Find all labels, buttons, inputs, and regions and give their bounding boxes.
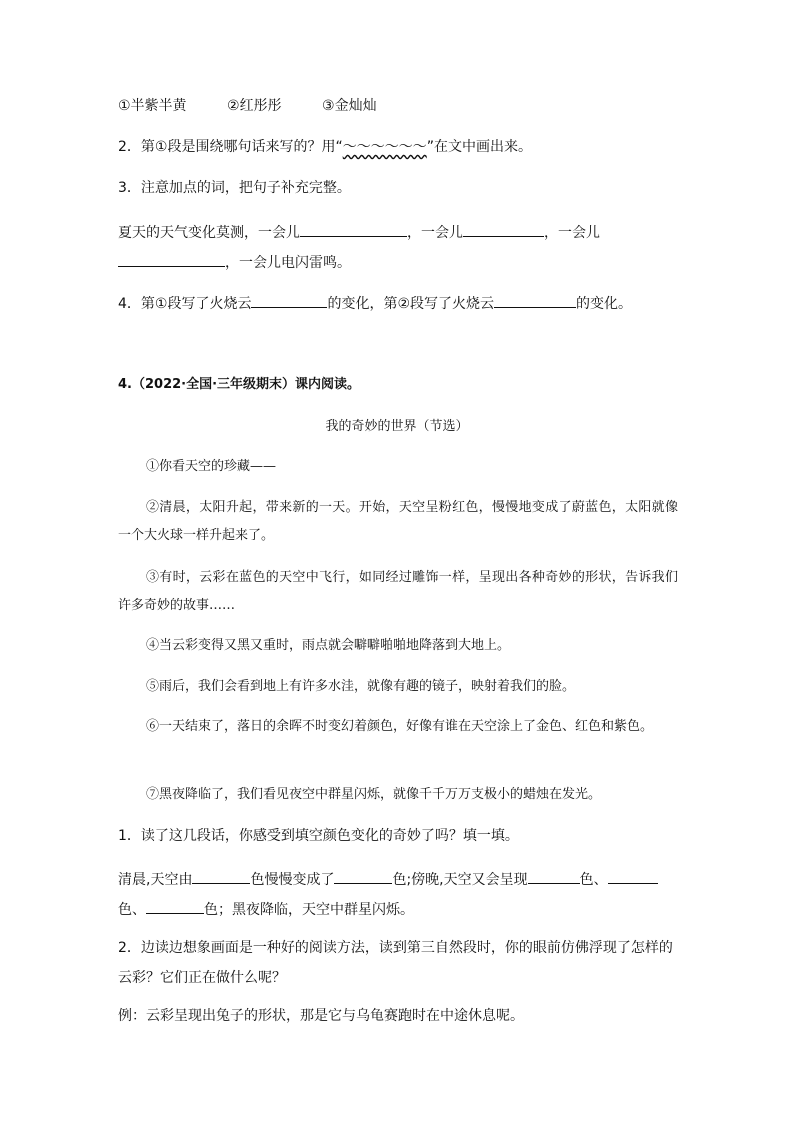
blank-9[interactable] bbox=[608, 868, 658, 884]
sub-question-1-fill-line1 bbox=[118, 868, 658, 890]
question-2-post: ”在文中画出来。 bbox=[426, 139, 532, 155]
blank-8[interactable] bbox=[528, 868, 580, 884]
question-4 bbox=[118, 292, 632, 314]
section-heading: 4.（2022·全国·三年级期末）课内阅读。 bbox=[118, 377, 361, 392]
blank-10[interactable] bbox=[146, 898, 204, 914]
q4-part-a: 4．第①段写了火烧云 bbox=[118, 296, 252, 312]
sentence-part-b: ，一会儿 bbox=[407, 225, 463, 241]
sub-question-2-line2: 云彩？它们正在做什么呢？ bbox=[118, 970, 286, 986]
passage-paragraph-2: ②清晨，太阳升起，带来新的一天。开始，天空呈粉红色，慢慢地变成了蔚蓝色，太阳就像一个大火球一样升起来了。 bbox=[118, 500, 678, 543]
option-3: ③金灿灿 bbox=[322, 98, 377, 114]
sub-question-1-fill-line2 bbox=[118, 898, 414, 920]
question-3-sentence-line1 bbox=[118, 221, 600, 243]
passage-paragraph-3: ③有时，云彩在蓝色的天空中飞行，如同经过雕饰一样，呈现出各种奇妙的形状，告诉我们许多奇妙的故事…… bbox=[118, 570, 678, 613]
passage-paragraph-5: ⑤雨后，我们会看到地上有许多水洼，就像有趣的镜子，映射着我们的脸。 bbox=[146, 679, 576, 694]
question-2-pre: 2．第①段是围绕哪句话来写的？用“ bbox=[118, 139, 343, 155]
question-3-sentence-line2 bbox=[118, 251, 351, 273]
sentence-part-a: 夏天的天气变化莫测，一会儿 bbox=[118, 225, 300, 241]
q4-part-c: 的变化。 bbox=[576, 296, 633, 312]
passage-paragraph-1: ①你看天空的珍藏—— bbox=[146, 459, 277, 474]
blank-3[interactable] bbox=[118, 251, 225, 267]
blank-2[interactable] bbox=[463, 221, 544, 237]
blank-4[interactable] bbox=[251, 292, 327, 308]
fill-part-d: 色、 bbox=[579, 872, 608, 888]
blank-5[interactable] bbox=[494, 292, 576, 308]
passage-paragraph-7: ⑦黑夜降临了，我们看见夜空中群星闪烁，就像千千万万支极小的蜡烛在发光。 bbox=[146, 787, 602, 802]
wavy-line-mark: ～～～～～～ bbox=[342, 139, 427, 155]
fill-part-a: 清晨,天空由 bbox=[118, 872, 193, 888]
fill-part-c: 色;傍晚,天空又会呈现 bbox=[392, 872, 528, 888]
question-3: 3．注意加点的词，把句子补充完整。 bbox=[118, 180, 351, 196]
example-answer: 例：云彩呈现出兔子的形状，那是它与乌龟赛跑时在中途休息呢。 bbox=[118, 1008, 524, 1024]
option-2: ②红彤彤 bbox=[227, 98, 282, 114]
blank-6[interactable] bbox=[192, 868, 250, 884]
sentence-part-c: ，一会儿 bbox=[544, 225, 600, 241]
blank-1[interactable] bbox=[300, 221, 407, 237]
passage-paragraph-6: ⑥一天结束了，落日的余晖不时变幻着颜色，好像有谁在天空涂上了金色、红色和紫色。 bbox=[146, 719, 654, 734]
question-2 bbox=[118, 137, 532, 157]
blank-7[interactable] bbox=[334, 868, 392, 884]
passage-paragraph-4: ④当云彩变得又黑又重时，雨点就会噼噼啪啪地降落到大地上。 bbox=[146, 638, 511, 653]
fill-part-e: 色、 bbox=[118, 902, 146, 918]
fill-part-b: 色慢慢变成了 bbox=[250, 872, 335, 888]
option-1: ①半紫半黄 bbox=[118, 98, 187, 114]
sub-question-1: 1．读了这几段话，你感受到填空颜色变化的奇妙了吗？填一填。 bbox=[118, 828, 519, 844]
fill-part-f: 色；黑夜降临，天空中群星闪烁。 bbox=[204, 902, 414, 918]
options-row bbox=[118, 96, 413, 116]
sub-question-2-line1: 2．边读边想象画面是一种好的阅读方法，读到第三自然段时，你的眼前仿佛浮现了怎样的 bbox=[118, 940, 673, 956]
sentence-part-d: ，一会儿电闪雷鸣。 bbox=[225, 255, 351, 271]
passage-title: 我的奇妙的世界（节选） bbox=[325, 419, 469, 434]
q4-part-b: 的变化，第②段写了火烧云 bbox=[327, 296, 495, 312]
